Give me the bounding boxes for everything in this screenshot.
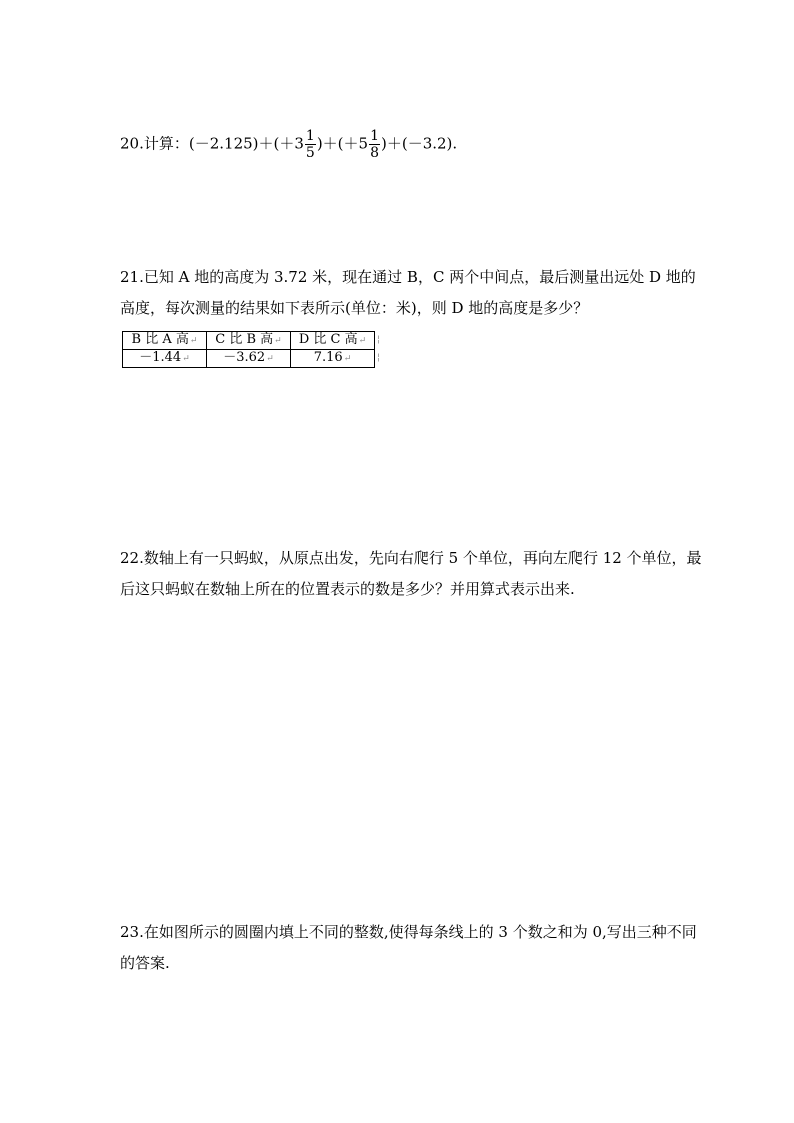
table-header-cell: D 比 C 高↵ ¦ [291,332,375,350]
table-row [123,350,375,368]
paragraph-mark-icon: ↵ [189,336,198,346]
table-cell: 7.16↵ ¦ [291,350,375,368]
fraction-2 [369,128,380,161]
row-end-mark-icon: ¦ [376,335,380,345]
height-table [122,331,380,368]
expr-part-2: )＋(＋5 [316,134,369,153]
question-20-label: 20.计算： [120,134,189,153]
question-20 [120,128,710,161]
fraction-1 [305,128,316,161]
paragraph-mark-icon: ↵ [266,354,274,364]
table-header-cell: C 比 B 高↵ [207,332,291,350]
paragraph-mark-icon: ↵ [274,336,282,346]
question-20-expression [189,128,457,161]
fraction-2-numerator: 1 [370,128,379,144]
table-cell: －3.62↵ [207,350,291,368]
paragraph-mark-icon: ↵ [343,354,352,364]
table-cell: －1.44↵ [123,350,207,368]
expr-part-1: (－2.125)＋(＋3 [188,134,304,153]
paragraph-mark-icon: ↵ [358,336,367,346]
fraction-1-numerator: 1 [305,128,315,144]
question-22: 22.数轴上有一只蚂蚁，从原点出发，先向右爬行 5 个单位，再向左爬行 12 个单位，最后这只蚂蚁在数轴上所在的位置表示的数是多少？并用算式表示出来. [120,549,702,598]
fraction-2-denominator: 8 [370,145,379,161]
question-21: 21.已知 A 地的高度为 3.72 米，现在通过 B，C 两个中间点，最后测量出远处 D 地的高度，每次测量的结果如下表所示(单位：米)，则 D 地的高度是多少？ [120,268,696,317]
question-23: 23.在如图所示的圆圈内填上不同的整数,使得每条线上的 3 个数之和为 0,写出三种不同的答案. [120,923,697,972]
table-header-row [123,332,375,350]
fraction-1-denominator: 5 [305,145,315,161]
expr-part-3: )＋(－3.2). [381,134,458,153]
paragraph-mark-icon: ↵ [182,354,190,364]
row-end-mark-icon: ¦ [376,353,380,363]
table-header-cell: B 比 A 高↵ [123,332,207,350]
